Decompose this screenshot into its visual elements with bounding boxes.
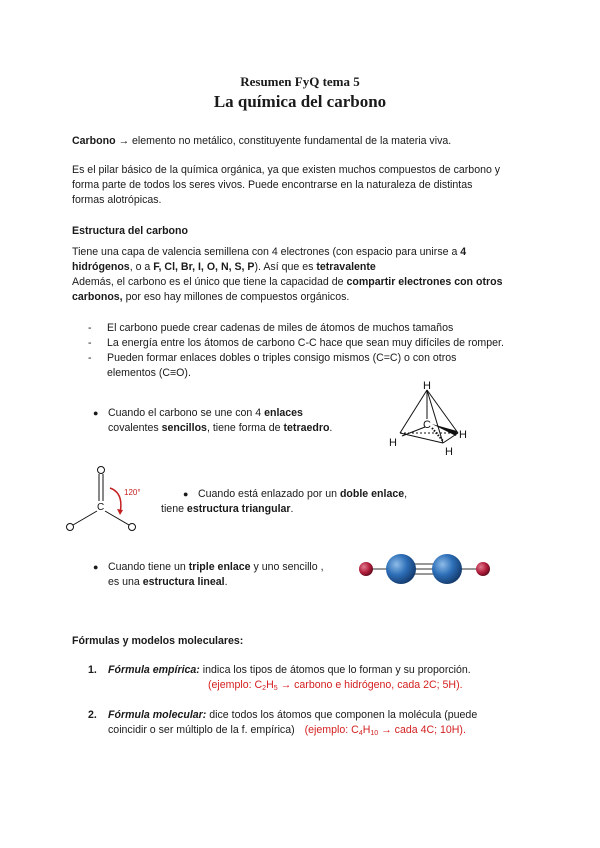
bullet-dot: ●	[183, 489, 189, 499]
text-bold: enlaces	[264, 407, 303, 419]
text-bold: sencillos	[161, 422, 207, 434]
text: es una	[108, 576, 143, 588]
formula-label: Fórmula molecular:	[108, 709, 207, 721]
text: H	[362, 724, 371, 736]
angle-label: 120°	[124, 488, 141, 497]
paragraph-line	[72, 245, 502, 260]
text: ,	[404, 488, 408, 500]
text: Cuando el carbono se une con 4	[108, 407, 265, 419]
paragraph-line	[72, 275, 502, 290]
atom-h-right: H	[459, 429, 467, 441]
text: covalentes	[108, 422, 162, 434]
list-item-text: La energía entre los átomos de carbono C-C hace que sean muy difíciles de romper.	[107, 337, 504, 349]
bullet-dot: ●	[93, 562, 99, 572]
text-bold: estructura triangular	[186, 503, 291, 515]
atom-h-top: H	[423, 380, 431, 392]
paragraph-line	[72, 260, 502, 275]
formula-example	[305, 724, 466, 736]
intro-paragraph	[72, 163, 500, 208]
formula-line	[88, 663, 471, 678]
angle-arrowhead	[117, 509, 123, 515]
text-bold: F, Cl, Br, I, O, N, S, P	[153, 261, 255, 273]
atom-c: C	[423, 419, 431, 431]
document-subtitle: Resumen FyQ tema 5	[240, 74, 360, 89]
tetra-edge	[427, 390, 458, 433]
text-bold: triple enlace	[188, 561, 251, 573]
text: Cuando está enlazado por un	[198, 488, 340, 500]
term-carbono: Carbono	[72, 135, 116, 147]
atom-sphere-red	[476, 562, 490, 576]
bullet-line	[108, 575, 324, 590]
text-bold: carbonos,	[72, 291, 123, 303]
dash-marker: -	[88, 337, 92, 349]
tetrahedron-diagram	[380, 376, 490, 461]
list-item-text: El carbono puede crear cadenas de miles de átomos de muchos tamaños	[107, 322, 454, 334]
structure-heading: Estructura del carbono	[72, 225, 188, 237]
list-item-text: Pueden formar enlaces dobles o triples consigo mismos (C=C) o con otros	[107, 352, 457, 364]
dash-marker: -	[88, 322, 92, 334]
list-item-continuation: elementos (C≡O).	[107, 367, 191, 379]
linear-molecule-model	[355, 546, 495, 592]
text: coincidir o ser múltiplo de la f. empírica)	[108, 724, 295, 736]
subscript: 2	[262, 685, 267, 692]
text: → carbono e hidrógeno, cada 2C; 5H).	[277, 679, 463, 691]
subscript: 5	[273, 685, 278, 692]
bullet-line	[183, 487, 408, 502]
bullet-tetrahedral	[93, 406, 333, 436]
list-item	[88, 336, 504, 351]
dash-marker: -	[88, 352, 92, 364]
atom-sphere-red	[359, 562, 373, 576]
bullet-line	[161, 502, 370, 517]
bond-line	[105, 511, 129, 525]
paragraph-line: formas alotrópicas.	[72, 194, 162, 206]
text: indica los tipos de átomos que lo forman y su proporción.	[199, 664, 471, 676]
text: tiene	[161, 503, 187, 515]
text-bold: 4	[460, 246, 467, 258]
text: Tiene una capa de valencia semillena con 4 electrones (con espacio para unirse a	[72, 246, 461, 258]
atom-o-right	[129, 524, 136, 531]
bullet-trigonal	[161, 487, 408, 517]
bullet-dot: ●	[93, 408, 99, 418]
atom-c: C	[97, 502, 105, 513]
bullet-linear	[93, 560, 324, 590]
text-bold: doble enlace	[339, 488, 405, 500]
subscript: 4	[358, 730, 363, 737]
text: Cuando tiene un	[108, 561, 189, 573]
text: H	[266, 679, 274, 691]
bond-line	[73, 511, 97, 525]
bullet-line	[93, 406, 332, 421]
text-bold: estructura lineal	[142, 576, 225, 588]
bullet-line	[108, 421, 332, 436]
atom-h-left: H	[389, 437, 397, 449]
formulas-heading: Fórmulas y modelos moleculares:	[72, 635, 244, 647]
atom-o-left	[67, 524, 74, 531]
text: y uno sencillo ,	[250, 561, 324, 573]
text: por eso hay millones de compuestos orgánicos.	[122, 291, 350, 303]
atom-sphere-blue	[432, 554, 462, 584]
list-number: 1.	[88, 664, 97, 676]
bond-line	[402, 427, 425, 436]
dash-list	[88, 321, 504, 381]
text: .	[329, 422, 333, 434]
list-item	[88, 321, 504, 336]
text: dice todos los átomos que componen la molécula (puede	[206, 709, 478, 721]
formula-label: Fórmula empírica:	[108, 664, 200, 676]
text: .	[224, 576, 228, 588]
text: ). Así que es	[254, 261, 317, 273]
text: , o a	[129, 261, 154, 273]
angle-arc	[110, 488, 121, 513]
bullet-line	[93, 560, 324, 575]
atom-sphere-blue	[386, 554, 416, 584]
text-bold: compartir electrones con otros	[346, 276, 503, 288]
paragraph-line	[72, 290, 502, 305]
formula-line	[108, 723, 477, 738]
text: Además, el carbono es el único que tiene la capacidad de	[72, 276, 347, 288]
structure-paragraph	[72, 245, 502, 305]
text: , tiene forma de	[206, 422, 284, 434]
text-bold: tetraedro	[283, 422, 330, 434]
atom-h-bottom: H	[445, 446, 453, 458]
list-item	[88, 351, 504, 366]
subscript: 10	[370, 730, 379, 737]
paragraph-line: Es el pilar básico de la química orgánica, ya que existen muchos compuestos de carbono y	[72, 164, 501, 176]
definition-text: → elemento no metálico, constituyente fundamental de la materia viva.	[115, 135, 452, 147]
paragraph-line: forma parte de todos los seres vivos. Puede encontrarse en la naturaleza de distintas	[72, 179, 473, 191]
text-bold: tetravalente	[316, 261, 376, 273]
formula-molecular	[88, 708, 478, 738]
formula-example	[108, 678, 471, 693]
text: → cada 4C; 10H).	[378, 724, 466, 736]
formula-line	[88, 708, 478, 723]
document-title: La química del carbono	[213, 92, 387, 111]
text-bold: hidrógenos	[72, 261, 130, 273]
trigonal-diagram	[58, 463, 158, 533]
intro-definition	[72, 134, 451, 149]
tetra-edge	[427, 390, 443, 443]
list-number: 2.	[88, 709, 97, 721]
text: .	[290, 503, 294, 515]
text: (ejemplo: C	[304, 724, 359, 736]
formula-empirica	[88, 663, 471, 693]
text: (ejemplo: C	[208, 679, 263, 691]
atom-o-top	[98, 467, 105, 474]
